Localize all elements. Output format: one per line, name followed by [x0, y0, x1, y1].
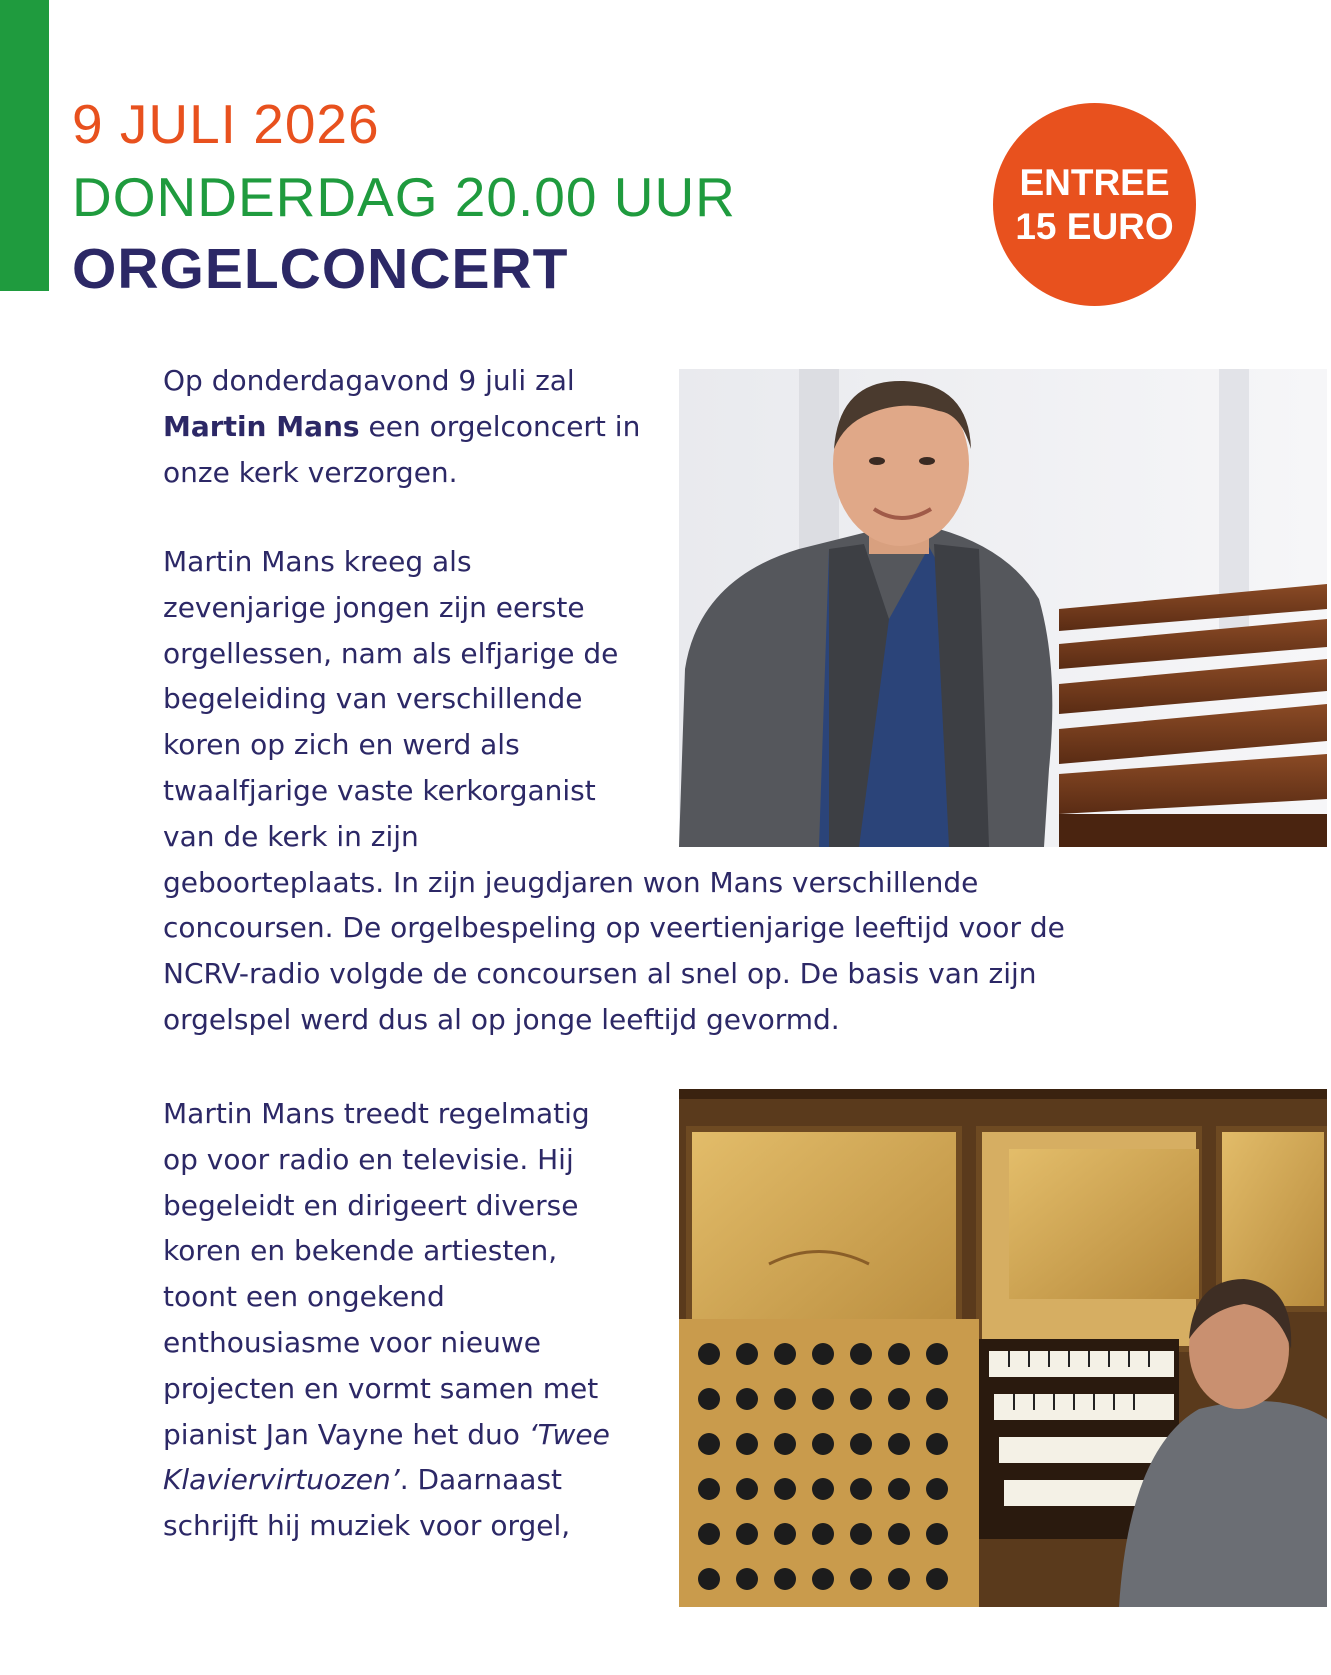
performer-name: Martin Mans — [163, 409, 360, 443]
text-line: zevenjarige jongen zijn eerste — [163, 590, 585, 624]
event-title: ORGELCONCERT — [72, 237, 569, 301]
text-line: enthousiasme voor nieuwe — [163, 1325, 541, 1359]
duo-name: ‘Twee — [528, 1417, 610, 1451]
text-line: begeleiding van verschillende — [163, 682, 583, 716]
text-line: begeleidt en dirigeert diverse — [163, 1188, 579, 1222]
text-line: op voor radio en televisie. Hij — [163, 1142, 574, 1176]
text-line: concoursen. De orgelbespeling op veertienjarige leeftijd voor de — [163, 911, 1065, 945]
text-line: onze kerk verzorgen. — [163, 455, 458, 489]
text-line: orgelspel werd dus al op jonge leeftijd gevormd. — [163, 1002, 840, 1036]
text-line: Op donderdagavond 9 juli zal — [163, 364, 575, 397]
text-line: toont een ongekend — [163, 1280, 445, 1314]
badge-line-2: 15 EURO — [1015, 205, 1174, 247]
duo-name: Klaviervirtuozen’ — [163, 1463, 400, 1497]
intro-paragraph — [163, 358, 640, 495]
text-line — [163, 1457, 610, 1503]
text-line: van de kerk in zijn — [163, 819, 419, 853]
activities-paragraph — [163, 1091, 610, 1549]
text-line: schrijft hij muziek voor orgel, — [163, 1509, 571, 1543]
text-span: . Daarnaast — [399, 1463, 563, 1497]
organ-photo — [679, 1089, 1327, 1607]
text-line — [163, 1412, 610, 1458]
entry-price-badge — [993, 103, 1196, 306]
event-time: DONDERDAG 20.00 UUR — [72, 166, 736, 228]
text-line — [163, 404, 640, 450]
text-line: NCRV-radio volgde de concoursen al snel op. De basis van zijn — [163, 957, 1037, 991]
badge-line-1: ENTREE — [1019, 161, 1170, 203]
text-span: een orgelconcert in — [359, 409, 641, 443]
text-line: geboorteplaats. In zijn jeugdjaren won Mans verschillende — [163, 865, 979, 899]
accent-bar — [0, 0, 49, 291]
portrait-photo — [679, 369, 1327, 847]
event-date: 9 JULI 2026 — [72, 93, 380, 155]
text-line: twaalfjarige vaste kerkorganist — [163, 773, 596, 807]
text-line: Martin Mans kreeg als — [163, 545, 472, 578]
text-line: orgellessen, nam als elfjarige de — [163, 636, 619, 670]
text-line: koren en bekende artiesten, — [163, 1234, 558, 1268]
text-span: pianist Jan Vayne het duo — [163, 1417, 529, 1451]
text-line: Martin Mans treedt regelmatig — [163, 1097, 590, 1130]
text-line: projecten en vormt samen met — [163, 1371, 599, 1405]
text-line: koren op zich en werd als — [163, 728, 520, 762]
